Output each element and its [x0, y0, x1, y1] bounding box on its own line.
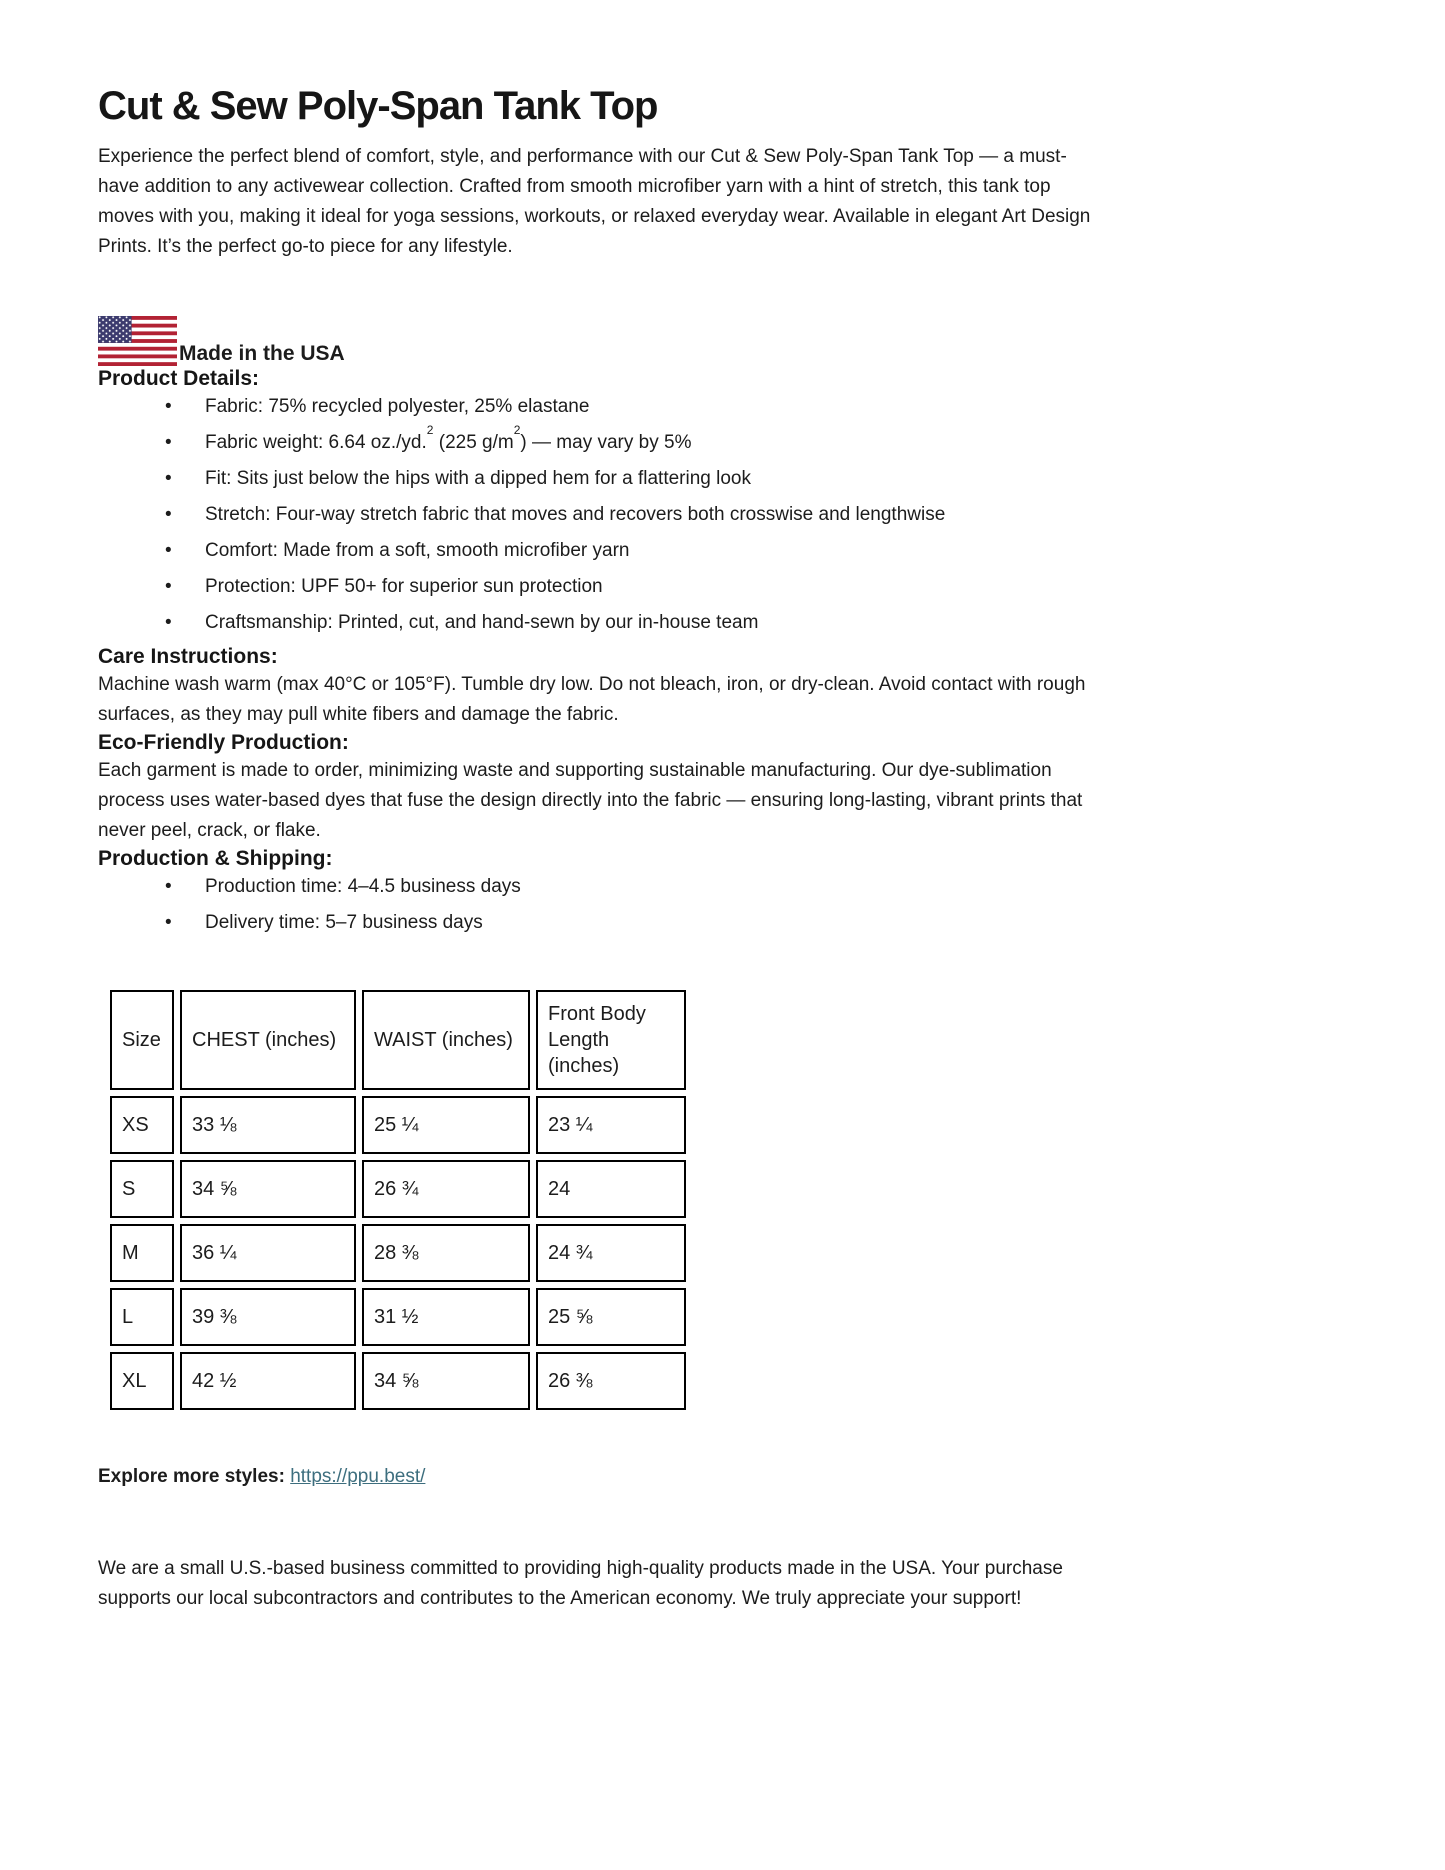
- list-item-text: (225 g/m: [433, 432, 514, 453]
- cell-size: L: [110, 1288, 174, 1346]
- cell-size: S: [110, 1160, 174, 1218]
- explore-more-styles-label: Explore more styles:: [98, 1466, 285, 1487]
- superscript: 2: [513, 422, 521, 437]
- cell-front-body-length: 26 ⅜: [536, 1352, 686, 1410]
- cell-waist: 34 ⅝: [362, 1352, 530, 1410]
- table-row-xs: [110, 1096, 686, 1154]
- cell-front-body-length: 24: [536, 1160, 686, 1218]
- table-row-l: [110, 1288, 686, 1346]
- list-item-craftsmanship: [205, 608, 1105, 638]
- cell-chest: 34 ⅝: [180, 1160, 356, 1218]
- column-header-front-body-length: Front Body Length (inches): [536, 990, 686, 1090]
- cell-chest: 33 ⅛: [180, 1096, 356, 1154]
- cell-size: M: [110, 1224, 174, 1282]
- list-item-text: ) — may vary by 5%: [520, 432, 692, 453]
- list-item-text: Fit: Sits just below the hips with a dipped hem for a flattering look: [205, 468, 751, 489]
- made-in-usa-row: [98, 316, 1105, 366]
- list-item-production-time: [205, 872, 1105, 902]
- cell-chest: 42 ½: [180, 1352, 356, 1410]
- list-item-fabric: [205, 392, 1105, 422]
- table-row-s: [110, 1160, 686, 1218]
- explore-link[interactable]: https://ppu.best/: [290, 1466, 426, 1487]
- us-flag-icon: [98, 316, 177, 366]
- eco-production-paragraph: Each garment is made to order, minimizing waste and supporting sustainable manufacturing. Our dye-sublimation process uses water-based dyes that fuse the design directly into the fabric — ensuring long-lasting, vibrant prints that never peel, crack, or flake.: [98, 760, 1083, 841]
- product-details-heading: Product Details:: [98, 367, 260, 390]
- list-item-delivery-time: [205, 908, 1105, 938]
- cell-size: XS: [110, 1096, 174, 1154]
- list-item-text: Stretch: Four-way stretch fabric that moves and recovers both crosswise and lengthwise: [205, 504, 946, 525]
- list-item-protection: [205, 572, 1105, 602]
- superscript: 2: [426, 422, 434, 437]
- header-row: [110, 990, 686, 1090]
- made-in-usa-label: Made in the USA: [179, 342, 345, 365]
- table-row-xl: [110, 1352, 686, 1410]
- column-header-size: Size: [110, 990, 174, 1090]
- product-details-list: [98, 392, 1105, 638]
- cell-front-body-length: 25 ⅝: [536, 1288, 686, 1346]
- intro-paragraph: Experience the perfect blend of comfort, style, and performance with our Cut & Sew Poly-Span Tank Top — a must-have addition to any activewear collection. Crafted from smooth microfiber yarn with a hint of stretch, this tank top moves with you, making it ideal for yoga sessions, workouts, or relaxed everyday wear. Available in elegant Art Design Prints. It’s the perfect go-to piece for any lifestyle.: [98, 146, 1091, 257]
- cell-chest: 36 ¼: [180, 1224, 356, 1282]
- care-instructions-paragraph: Machine wash warm (max 40°C or 105°F). Tumble dry low. Do not bleach, iron, or dry-clean. Avoid contact with rough surfaces, as they may pull white fibers and damage the fabric.: [98, 674, 1086, 725]
- production-shipping-heading: Production & Shipping:: [98, 847, 333, 870]
- list-item-stretch: [205, 500, 1105, 530]
- column-header-chest: CHEST (inches): [180, 990, 356, 1090]
- cell-front-body-length: 23 ¼: [536, 1096, 686, 1154]
- cell-chest: 39 ⅜: [180, 1288, 356, 1346]
- list-item-text: Craftsmanship: Printed, cut, and hand-sewn by our in-house team: [205, 612, 759, 633]
- cell-waist: 26 ¾: [362, 1160, 530, 1218]
- footer-paragraph: We are a small U.S.-based business committed to providing high-quality products made in the USA. Your purchase supports our local subcontractors and contributes to the American economy. We truly appreciate your support!: [98, 1558, 1063, 1609]
- list-item-fabric-weight: [205, 422, 1105, 458]
- column-header-waist: WAIST (inches): [362, 990, 530, 1090]
- eco-production-heading: Eco-Friendly Production:: [98, 731, 349, 754]
- cell-waist: 25 ¼: [362, 1096, 530, 1154]
- cell-waist: 28 ⅜: [362, 1224, 530, 1282]
- cell-waist: 31 ½: [362, 1288, 530, 1346]
- table-row-m: [110, 1224, 686, 1282]
- list-item-text: Fabric: 75% recycled polyester, 25% elastane: [205, 396, 590, 417]
- care-instructions-heading: Care Instructions:: [98, 645, 278, 668]
- list-item-fit: [205, 464, 1105, 494]
- page-title: Cut & Sew Poly-Span Tank Top: [98, 84, 658, 128]
- cell-front-body-length: 24 ¾: [536, 1224, 686, 1282]
- list-item-text: Comfort: Made from a soft, smooth microfiber yarn: [205, 540, 630, 561]
- list-item-text: Fabric weight: 6.64 oz./yd.: [205, 432, 427, 453]
- list-item-text: Protection: UPF 50+ for superior sun protection: [205, 576, 603, 597]
- list-item-text: Production time: 4–4.5 business days: [205, 876, 521, 897]
- cell-size: XL: [110, 1352, 174, 1410]
- production-shipping-list: [98, 872, 1105, 938]
- explore-more-styles-line: [98, 1462, 1105, 1492]
- list-item-text: Delivery time: 5–7 business days: [205, 912, 483, 933]
- size-chart-table: [104, 984, 692, 1416]
- list-item-comfort: [205, 536, 1105, 566]
